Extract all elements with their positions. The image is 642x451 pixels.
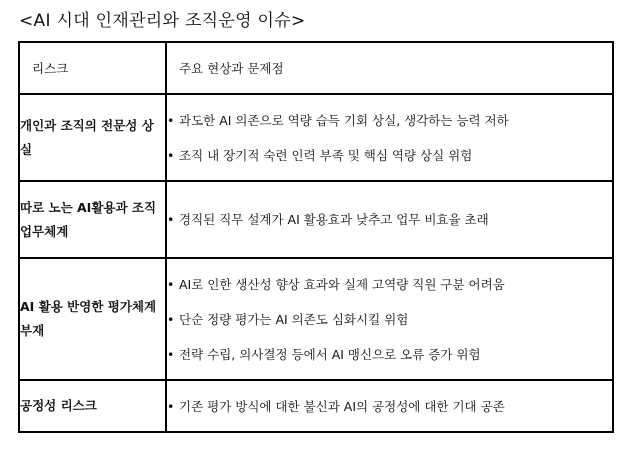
table-row [19,181,613,258]
table-row [19,258,613,380]
risk-table [18,41,614,433]
risk-name: 개인과 조직의 전문성 상실 [19,94,166,181]
header-risk: 리스크 [19,42,166,94]
issue-item: • 경직된 직무 설계가 AI 활용효과 낮추고 업무 비효율 초래 [167,211,612,228]
issue-item: • 조직 내 장기적 숙련 인력 부족 및 핵심 역량 상실 위험 [167,147,612,164]
issue-item: • AI로 인한 생산성 향상 효과와 실제 고역량 직원 구분 어려움 [167,276,612,293]
issue-cell [166,181,613,258]
table-row [19,380,613,432]
issue-cell [166,380,613,432]
table-header-row [19,42,613,94]
risk-name: 따로 노는 AI활용과 조직 업무체계 [19,181,166,258]
issue-cell [166,94,613,181]
issue-cell [166,258,613,380]
issue-list [167,112,612,164]
issue-list [167,211,612,228]
risk-name: 공정성 리스크 [19,380,166,432]
issue-item: • 단순 정량 평가는 AI 의존도 심화시킬 위험 [167,311,612,328]
risk-name: AI 활용 반영한 평가체계 부재 [19,258,166,380]
issue-list [167,276,612,363]
issue-list [167,398,612,415]
document-title: <AI 시대 인재관리와 조직운영 이슈> [19,11,306,31]
issue-item: • 과도한 AI 의존으로 역량 습득 기회 상실, 생각하는 능력 저하 [167,112,612,129]
header-issues: 주요 현상과 문제점 [166,42,613,94]
table-row [19,94,613,181]
issue-item: • 기존 평가 방식에 대한 불신과 AI의 공정성에 대한 기대 공존 [167,398,612,415]
issue-item: • 전략 수립, 의사결정 등에서 AI 맹신으로 오류 증가 위험 [167,346,612,363]
